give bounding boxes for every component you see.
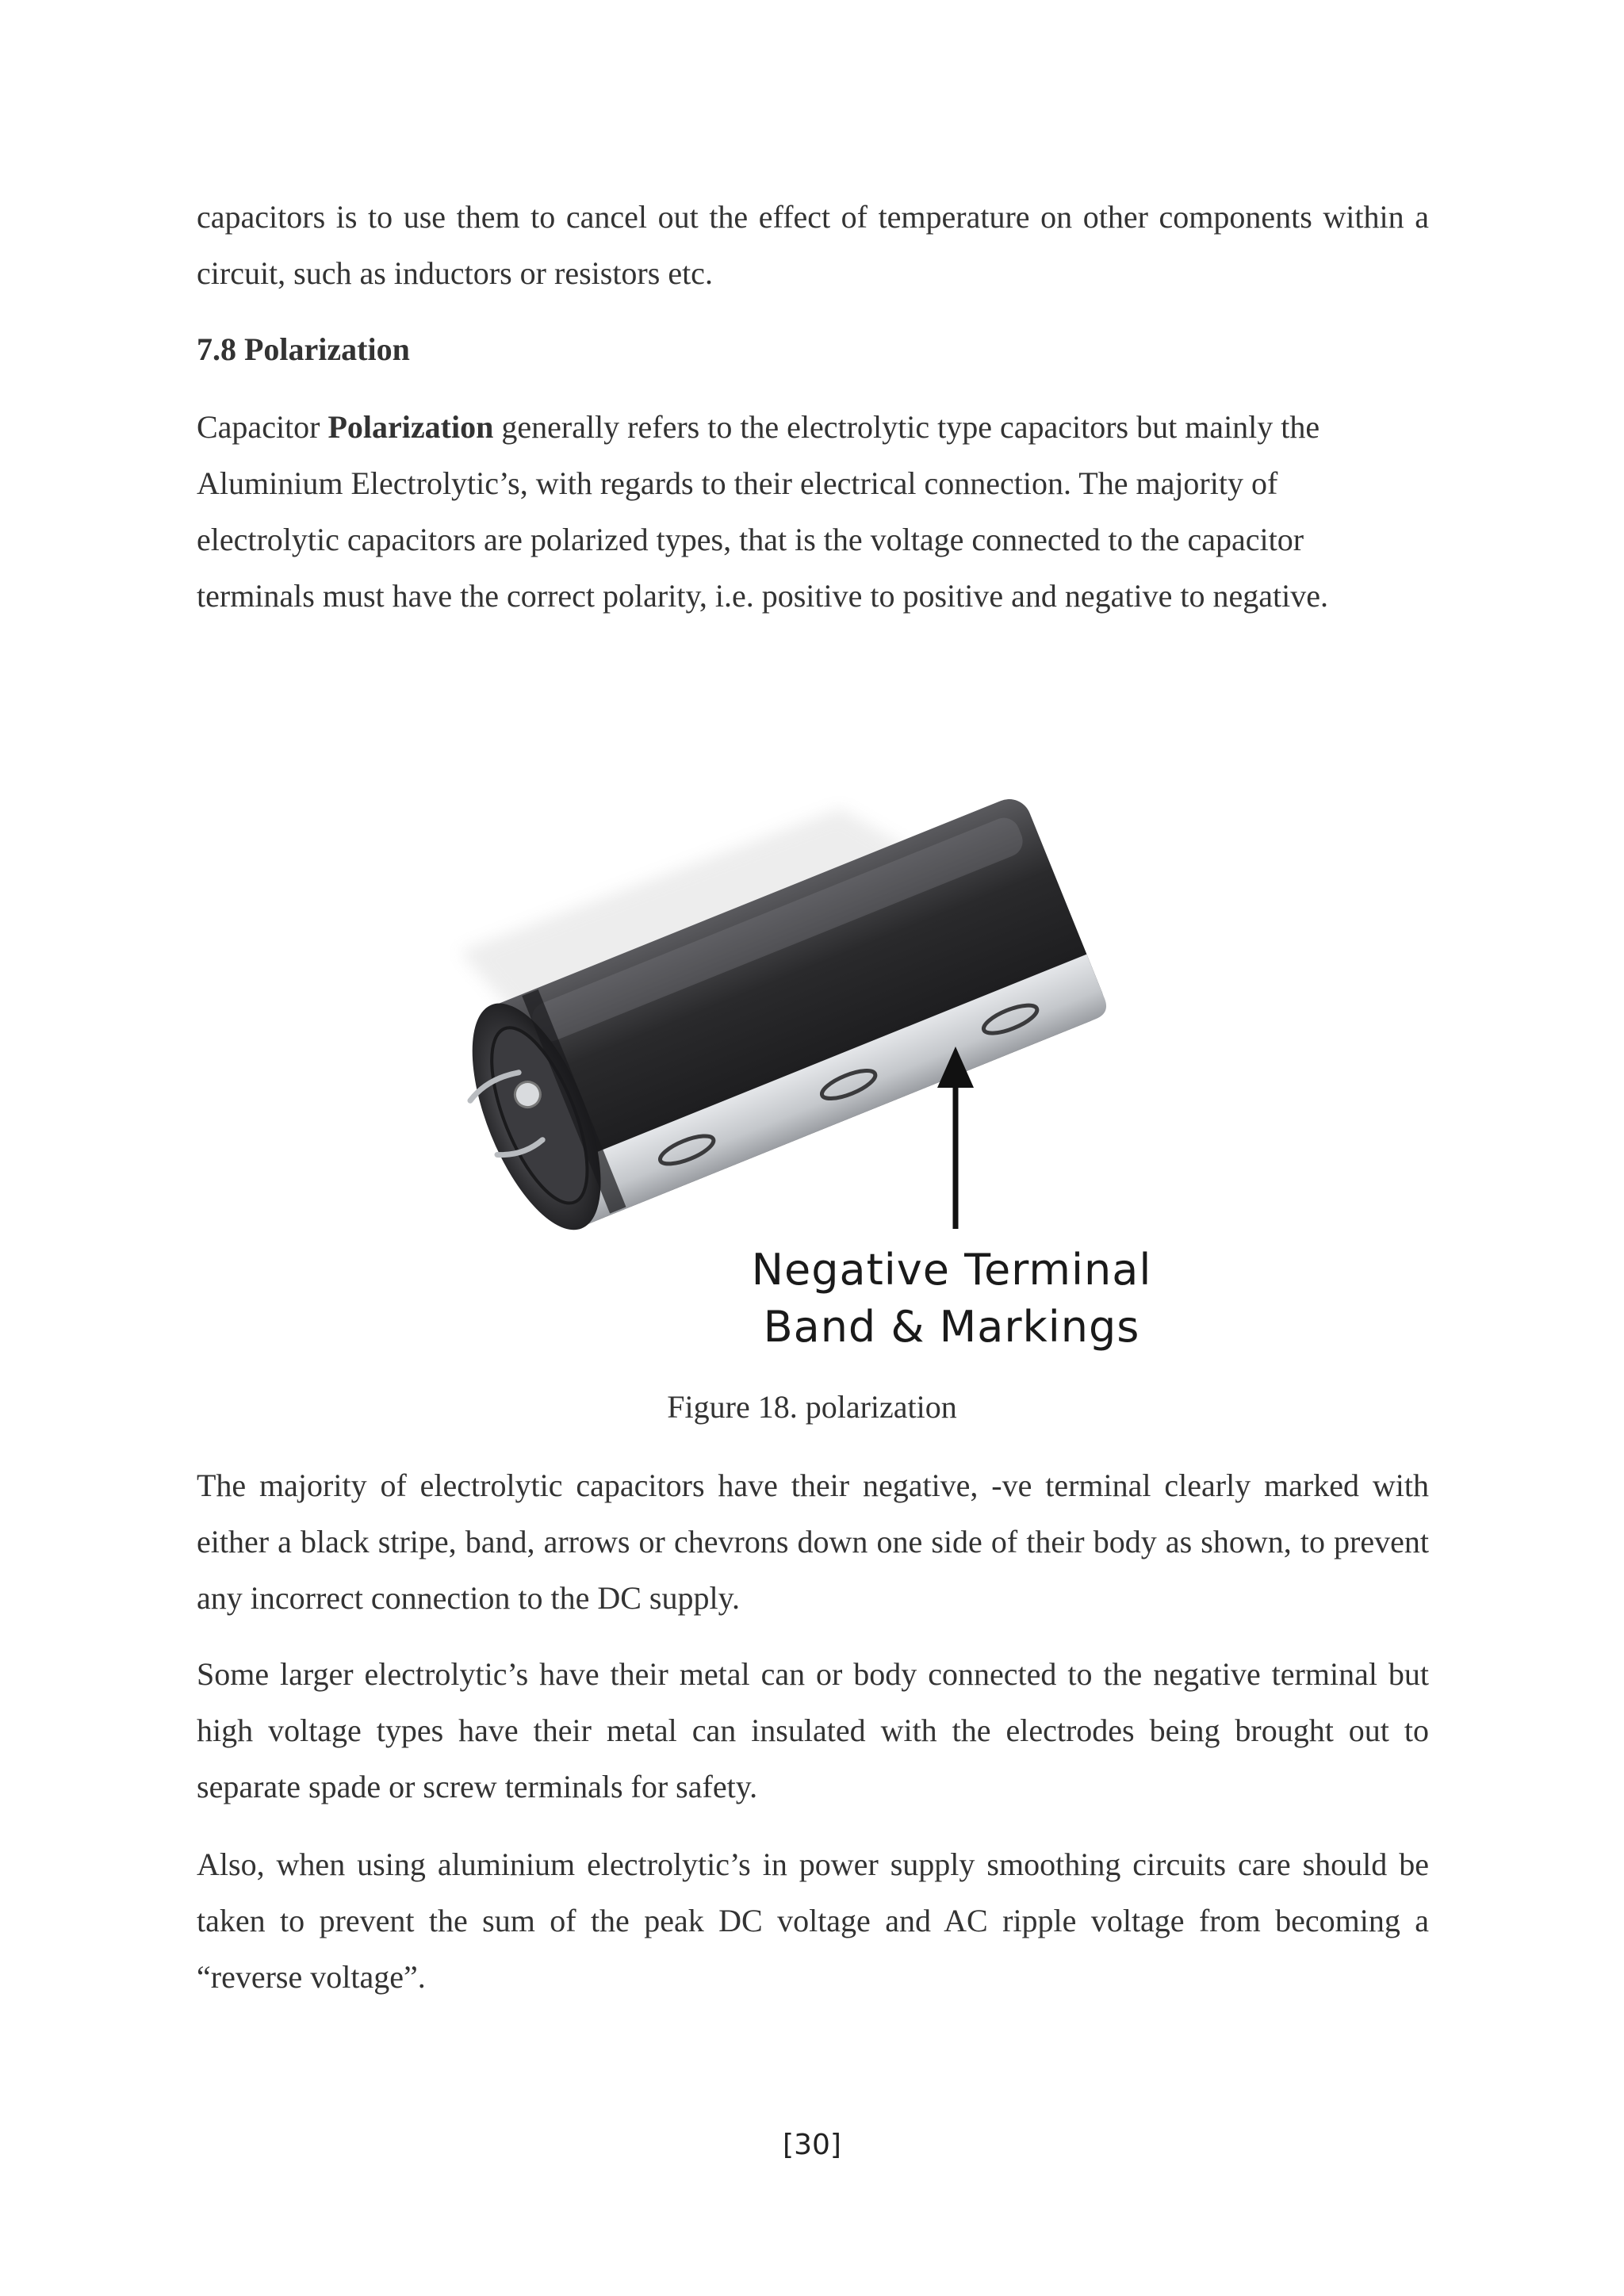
paragraph-line [197,1892,1429,1949]
figure-caption: Figure 18. polarization [667,1389,957,1425]
section-heading: 7.8 Polarization [197,331,410,367]
paragraph-line [197,1513,1429,1570]
bold-term: Polarization [327,409,494,445]
figure-label-line2: Band & Markings [763,1302,1140,1352]
paragraph-line [197,1457,1429,1513]
capacitor-illustration [444,745,1205,1364]
body-paragraph [197,1836,1429,2005]
justified-line: high voltage types have their metal can insulated with the electrodes being brought out to [197,1712,1429,1748]
paragraph-line: separate spade or screw terminals for safety. [197,1769,758,1804]
capacitor-figure [444,745,1205,1364]
page-number: [30] [783,2129,841,2161]
paragraph-line: terminals must have the correct polarity, i.e. positive to positive and negative to negative. [197,578,1328,614]
justified-line: Some larger electrolytic’s have their metal can or body connected to the negative terminal but [197,1656,1429,1692]
justified-line: Also, when using aluminium electrolytic’s in power supply smoothing circuits care should be [197,1846,1429,1882]
paragraph-line: circuit, such as inductors or resistors etc. [197,255,713,291]
paragraph-line: Aluminium Electrolytic’s, with regards to their electrical connection. The majority of [197,465,1278,501]
paragraph-line [197,1646,1429,1702]
intro-paragraph [197,399,1429,624]
justified-line: taken to prevent the sum of the peak DC voltage and AC ripple voltage from becoming a [197,1903,1429,1938]
figure-label-line1: Negative Terminal [751,1245,1152,1295]
body-paragraph [197,1457,1429,1626]
paragraph-line: electrolytic capacitors are polarized types, that is the voltage connected to the capacitor [197,522,1304,557]
paragraph-line [197,399,1429,455]
continued-paragraph [197,189,1429,301]
paragraph-line: “reverse voltage”. [197,1959,426,1995]
paragraph-line [197,1702,1429,1758]
paragraph-line [197,1836,1429,1892]
paragraph-line: any incorrect connection to the DC supply. [197,1580,740,1616]
paragraph-line: capacitors is to use them to cancel out the effect of temperature on other components within a [197,199,1429,235]
justified-line: The majority of electrolytic capacitors have their negative, -ve terminal clearly marked with [197,1468,1429,1503]
justified-line: either a black stripe, band, arrows or chevrons down one side of their body as shown, to prevent [197,1524,1429,1559]
body-paragraph [197,1646,1429,1815]
paragraph-rest: generally refers to the electrolytic type capacitors but mainly the [493,409,1320,445]
paragraph-lead: Capacitor [197,409,328,445]
